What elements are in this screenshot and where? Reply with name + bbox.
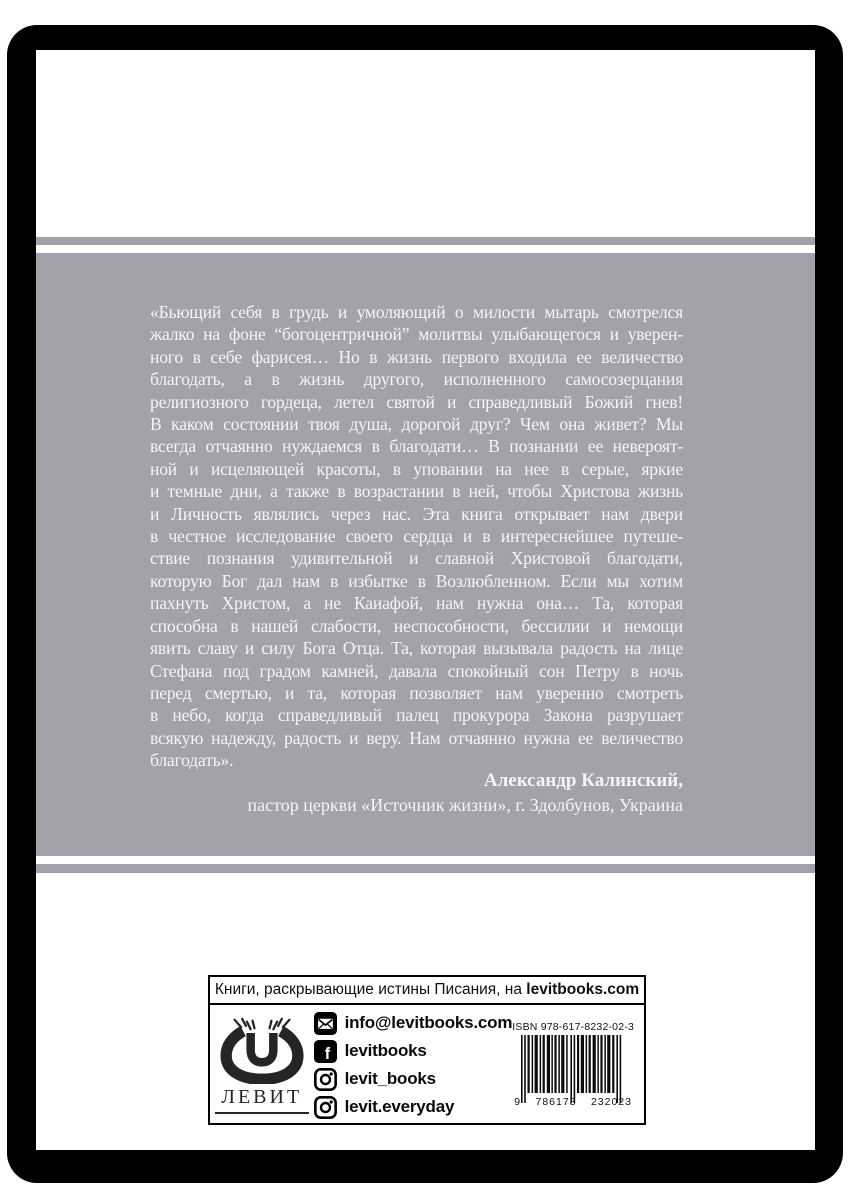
quote-line: ной и исцеляющей красоты, в уповании на нее в серые, яркие bbox=[150, 458, 683, 479]
tagline-text: Книги, раскрывающие истины Писания, на bbox=[214, 981, 527, 998]
quote-band bbox=[36, 253, 815, 856]
quote-line: в честное исследование своего сердца и в интереснейшее путеше- bbox=[150, 526, 683, 547]
book-cover-frame bbox=[7, 25, 843, 1183]
quote-line: явить славу и силу Бога Отца. Та, которая вызывала радость на лице bbox=[150, 638, 683, 659]
quote-author-name: Александр Калинский, bbox=[483, 770, 683, 791]
contact-facebook bbox=[314, 1040, 513, 1063]
barcode-digits bbox=[514, 1096, 632, 1107]
quote-line: способна в нашей слабости, неспособности, бессилии и немощи bbox=[150, 615, 683, 636]
quote-line: благодать, а в жизнь другого, исполненного самосозерцания bbox=[150, 369, 683, 390]
divider-stripe-bottom bbox=[36, 864, 815, 873]
publisher-info-box bbox=[208, 975, 646, 1125]
quote-line: которую Бог дал нам в избытке в Возлюбленном. Если мы хотим bbox=[150, 570, 683, 591]
publisher-box-body bbox=[210, 1005, 644, 1123]
contact-instagram-1 bbox=[314, 1068, 513, 1091]
email-icon bbox=[314, 1012, 337, 1035]
levit-logo-text: ЛЕВИТ bbox=[221, 1086, 303, 1108]
isbn-barcode-block bbox=[512, 1021, 634, 1107]
levit-logo-underline bbox=[215, 1112, 309, 1114]
instagram-handle-2: levit.everyday bbox=[344, 1097, 455, 1116]
quote-line: и темные дни, а также в возрастании в ней, чтобы Христова жизнь bbox=[150, 481, 683, 502]
svg-text:f: f bbox=[324, 1044, 330, 1063]
quote-line: Стефана под градом камней, давала спокойный сон Петру в ночь bbox=[150, 660, 683, 681]
quote-line: всякую надежду, радость и веру. Нам отчаянно нужна ее величество bbox=[150, 727, 683, 748]
levit-logo bbox=[210, 1014, 314, 1114]
facebook-icon bbox=[314, 1040, 337, 1063]
publisher-tagline bbox=[210, 977, 644, 1005]
quote-line: религиозного гордеца, летел святой и справедливый Божий гнев! bbox=[150, 391, 683, 412]
quote-author-title: пастор церкви «Источник жизни», г. Здолбунов, Украина bbox=[247, 795, 683, 815]
divider-stripe-top bbox=[36, 237, 815, 245]
levit-logo-mark bbox=[218, 1016, 306, 1084]
contact-instagram-2 bbox=[314, 1096, 513, 1119]
contact-email bbox=[314, 1012, 513, 1035]
ean-barcode bbox=[512, 1035, 634, 1107]
quote-line: ного в себе фарисея… Но в жизнь первого входила ее величество bbox=[150, 346, 683, 367]
tagline-website: levitbooks.com bbox=[526, 981, 640, 998]
quote-line: перед смертью, и та, которая позволяет нам уверенно смотреть bbox=[150, 682, 683, 703]
isbn-number: ISBN 978-617-8232-02-3 bbox=[512, 1021, 634, 1033]
instagram-icon bbox=[314, 1068, 337, 1091]
facebook-handle: levitbooks bbox=[344, 1041, 427, 1060]
instagram-icon bbox=[314, 1096, 337, 1119]
quote-line: ствие познания удивительной и славной Христовой благодати, bbox=[150, 548, 683, 569]
barcode-digit-group1: 786178 bbox=[535, 1096, 577, 1108]
back-cover-page bbox=[36, 50, 815, 1150]
quote-line: жалко на фоне “богоцентричной” молитвы улыбающегося и уверен- bbox=[150, 324, 683, 345]
quote-line: в небо, когда справедливый палец прокурора Закона разрушает bbox=[150, 705, 683, 726]
quote-line: всегда отчаянно нуждаемся в благодати… В познании ее невероят- bbox=[150, 436, 683, 457]
barcode-digit-lead: 9 bbox=[514, 1096, 522, 1108]
quote-line: В каком состоянии твоя душа, дорогой друг? Чем она живет? Мы bbox=[150, 414, 683, 435]
quote-line: пахнуть Христом, а не Каиафой, нам нужна она… Та, которая bbox=[150, 593, 683, 614]
quote-line: благодать». bbox=[150, 750, 234, 771]
quote-line: и Личность являлись через нас. Эта книга открывает нам двери bbox=[150, 503, 683, 524]
quote-line: «Бьющий себя в грудь и умоляющий о милости мытарь смотрелся bbox=[150, 302, 683, 322]
email-address: info@levitbooks.com bbox=[344, 1013, 513, 1032]
quote-attribution bbox=[150, 768, 683, 818]
barcode-digit-group2: 232023 bbox=[590, 1096, 632, 1108]
endorsement-quote bbox=[150, 301, 683, 772]
instagram-handle-1: levit_books bbox=[344, 1069, 436, 1088]
contact-list bbox=[314, 1010, 513, 1119]
